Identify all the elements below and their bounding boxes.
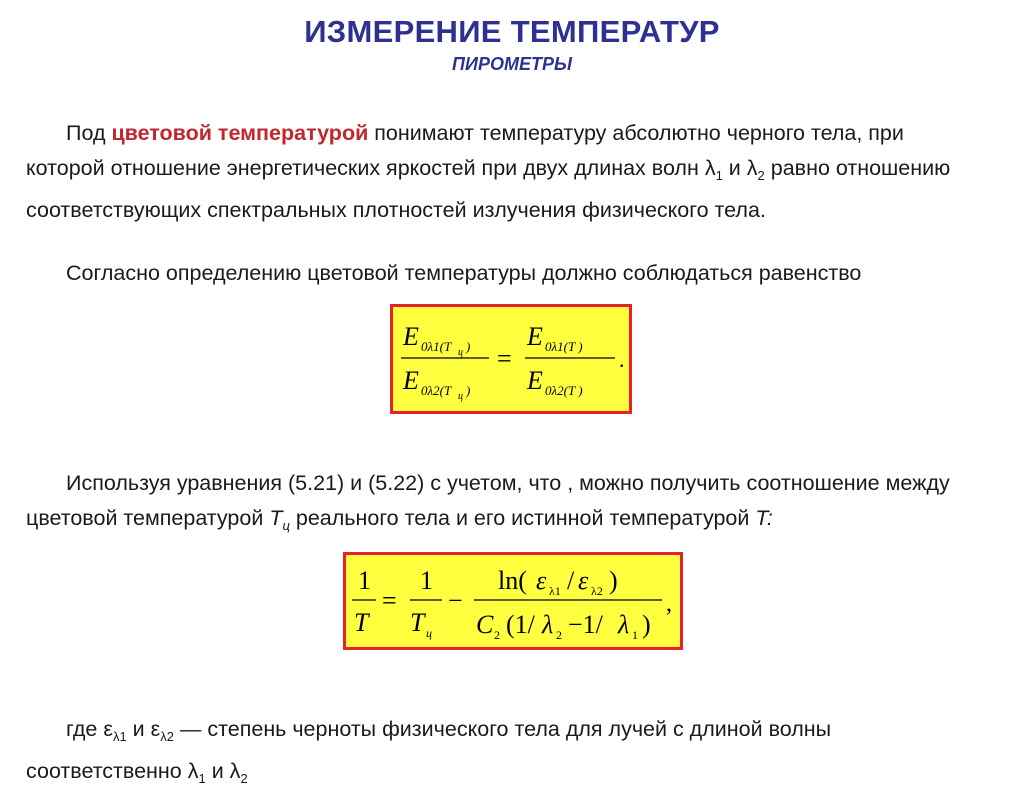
formula-brightness-ratio-svg	[393, 307, 629, 411]
page-title: ИЗМЕРЕНИЕ ТЕМПЕРАТУР	[304, 14, 720, 49]
paragraph-color-temperature-definition	[26, 116, 986, 228]
paragraph4-text3: — степень черноты физического тела для лучей с длиной волны соответственно λ	[26, 717, 832, 783]
formula-true-temperature	[343, 552, 683, 650]
f2-ln-close: )	[609, 566, 618, 595]
f1-den-left-E: E	[403, 366, 419, 395]
formula-true-temperature-svg	[346, 555, 680, 647]
paragraph4-sub3: 1	[198, 771, 206, 786]
paragraph4-text1: где ε	[66, 717, 113, 741]
paragraph4-text2: и ε	[126, 717, 161, 741]
f2-minus: −	[448, 586, 463, 615]
f2-T: T	[354, 608, 369, 637]
paragraph1-sub1: 1	[715, 168, 723, 183]
f2-den-minus: −1/	[568, 610, 603, 639]
paragraph3-T: T	[269, 506, 283, 530]
f2-equals: =	[382, 586, 397, 615]
f1-den-right-sub: 0λ2(T )	[545, 383, 583, 398]
paragraph1-prefix: Под	[66, 121, 112, 145]
f1-period: .	[619, 347, 625, 372]
f1-den-left-sub: 0λ2(T	[421, 383, 452, 398]
highlight-color-temperature: цветовой температурой	[111, 121, 369, 145]
f1-num-left-sub: 0λ1(T	[421, 339, 452, 354]
paragraph1-text2: и λ	[722, 156, 758, 180]
paragraph-emissivity-note	[26, 712, 986, 796]
f2-ln-open: ln(	[498, 566, 527, 595]
f2-one-mid: 1	[420, 566, 433, 595]
f2-lambda2-sub: 2	[556, 628, 562, 642]
paragraph4-sub4: 2	[240, 771, 248, 786]
f2-Tc: T	[410, 608, 425, 637]
f2-lambda1: λ	[618, 610, 630, 639]
f2-eps1-sub: λ1	[549, 584, 561, 598]
paragraph1-text1: понимают температуру абсолютно черного тела, при которой отношение энергетических яркостей при двух длинах волн λ	[26, 121, 904, 180]
f1-num-right-sub: 0λ1(T )	[545, 339, 583, 354]
f2-lambda2: λ	[542, 610, 554, 639]
paragraph-equality-statement	[26, 256, 986, 291]
paragraph4-sub2: λ2	[160, 729, 174, 744]
f2-den-open: (1/	[506, 610, 535, 639]
f2-eps1: ε	[536, 566, 547, 595]
f2-Tc-sub: ц	[426, 626, 432, 640]
f2-lambda1-sub: 1	[632, 628, 638, 642]
f1-equals: =	[497, 344, 512, 373]
paragraph4-sub1: λ1	[112, 729, 127, 744]
f2-eps2-sub: λ2	[591, 584, 603, 598]
f1-den-right-E: E	[527, 366, 543, 395]
f1-num-right-E: E	[527, 322, 543, 351]
f1-den-left-subsub: ц	[458, 391, 463, 402]
paragraph3-T2: T:	[755, 506, 773, 530]
f2-C-sub: 2	[494, 628, 500, 642]
f2-C: C	[476, 610, 494, 639]
f2-one-left: 1	[358, 566, 371, 595]
f1-den-left-close: )	[466, 383, 471, 398]
paragraph4-text4: и λ	[205, 759, 241, 783]
page-subtitle: ПИРОМЕТРЫ	[452, 54, 572, 74]
paragraph2-text: Согласно определению цветовой температуры должно соблюдаться равенство	[66, 261, 862, 285]
paragraph3-Tsub: ц	[282, 518, 290, 533]
paragraph1-sub2: 2	[757, 168, 765, 183]
paragraph-relation-intro	[26, 466, 986, 543]
f2-eps2: ε	[578, 566, 589, 595]
paragraph3-text1: Используя уравнения (5.21) и (5.22) с учетом, что , можно получить соотношение между цветовой температурой	[26, 471, 950, 530]
f1-num-left-subsub: ц	[458, 347, 463, 358]
f1-num-left-close: )	[466, 339, 471, 354]
f2-den-close: )	[642, 610, 651, 639]
f2-comma: ,	[666, 591, 672, 617]
formula-brightness-ratio	[390, 304, 632, 414]
f2-slash: /	[567, 566, 575, 595]
paragraph1-text3: равно отношению соответствующих спектральных плотностей излучения физического тела.	[26, 156, 951, 222]
f1-num-left-E: E	[403, 322, 419, 351]
paragraph3-text2: реального тела и его истинной температурой	[289, 506, 756, 530]
